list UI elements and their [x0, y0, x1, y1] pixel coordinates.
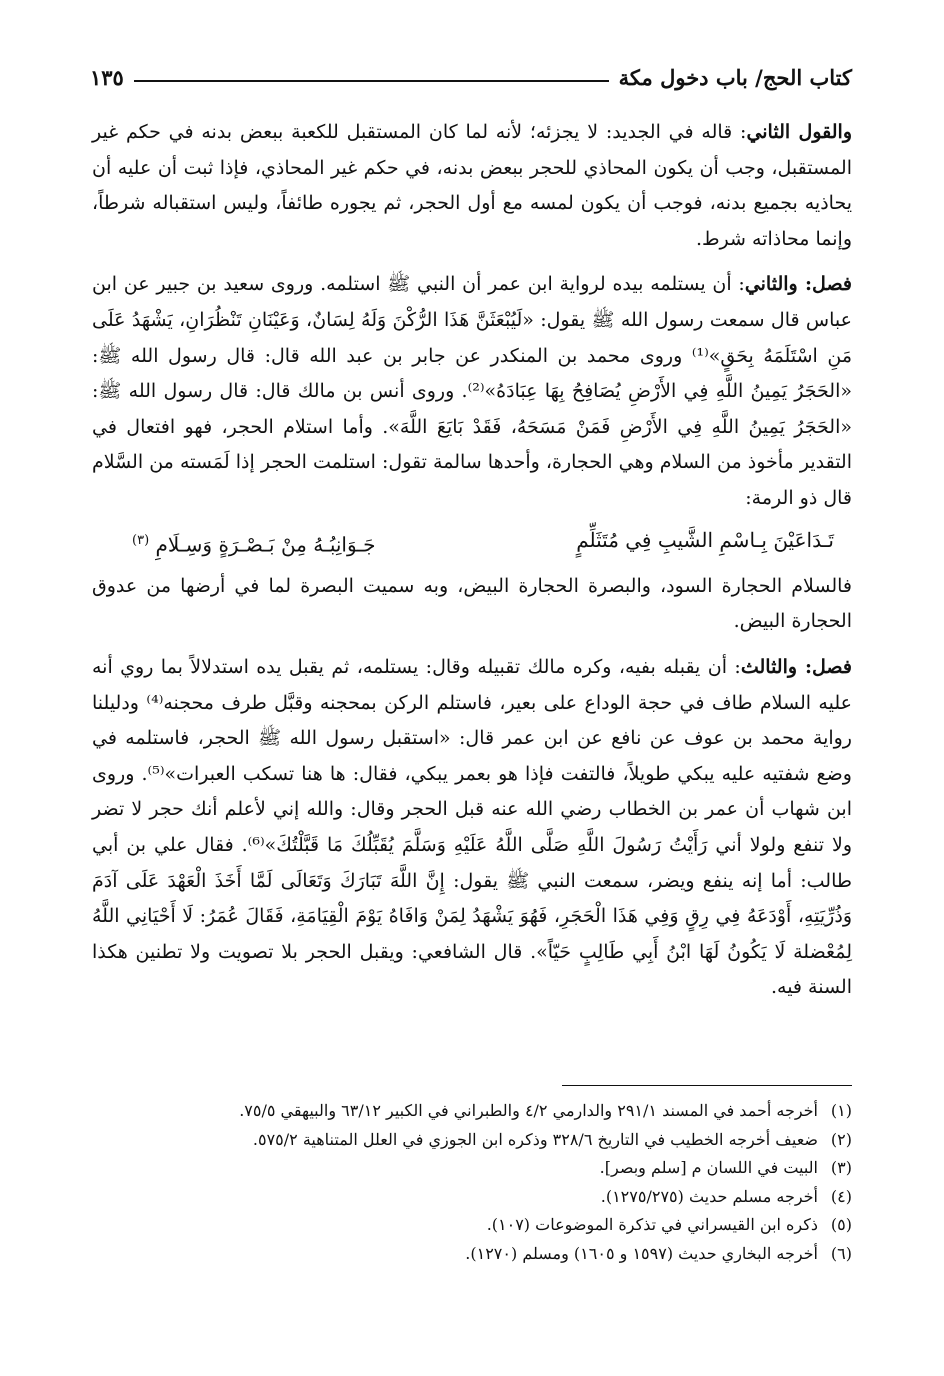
footnote-item: (٦) أخرجه البخاري حديث (١٥٩٧ و ١٦٠٥) ومسلم (١٢٧٠). [465, 1243, 852, 1263]
poetry-verse [92, 523, 852, 563]
main-text [92, 115, 852, 1006]
footnote-separator [562, 1085, 852, 1086]
verse-second-hemistich: جَـوَانِبُـهُ مِنْ بَـصْـرَةٍ وَسِـلَامِ $^{(٣)}$ [132, 532, 376, 557]
page-header [90, 50, 852, 94]
footnotes [92, 1097, 852, 1269]
footnote-item: (١) أخرجه أحمد في المسند ٢٩١/١ والدارمي ٤/٢ والطبراني في الكبير ٦٣/١٢ والبيهقي ٧٥/٥. [239, 1101, 852, 1120]
footnote-item: (٤) أخرجه مسلم حديث (١٢٧٥/٢٧٥). [600, 1186, 852, 1206]
paragraph-text: : أن يقبله بفيه، وكره مالك تقبيله وقال: يستلمه، ثم يقبل يده استدلالاً بما روي أنه عليه السلام طاف في حجة الوداع على بعير، فاستلم الركن بمحجنه وقبَّل طرف محجنه⁽⁴⁾ ودليلنا رواية محمد بن عوف عن نافع عن ابن عمر قال: «استقبل رسول الله ﷺ الحجر، فاستلمه في وضع شفتيه عليه يبكي طويلاً، فالتفت فإذا هو بعمر يبكي، فقال: ها هنا تسكب العبرات»⁽⁵⁾. وروى ابن شهاب أن عمر بن الخطاب رضي الله عنه قبل الحجر وقال: والله إني لأعلم أنك حجر لا تضر ولا تنفع ولولا أني رَأَيْتُ رَسُولَ اللَّهِ صَلَّى اللَّهُ عَلَيْهِ وَسَلَّمَ يُقَبِّلُكَ مَا قَبَّلْتُكَ»⁽⁶⁾. فقال علي بن أبي طالب: أما إنه ينفع ويضر، سمعت النبي ﷺ يقول: إِنَّ اللَّهَ تَبَارَكَ وَتَعَالَى لَمَّا أَخَذَ الْعَهْدَ عَلَى آدَمَ وَذُرِّيَتِهِ، أَوْدَعَهُ فِي رِقٍ وَفِي هَذَا الْحَجَرِ، فَهُوَ يَشْهَدُ لِمَنْ وَافَاهُ يَوْمَ الْقِيَامَةِ، فَقَالَ عُمَرُ: لَا أَحْيَانِي اللَّهُ لِمُعْضلة لَا يَكُونُ لَهَا ابْنُ أَبِي طَالِبٍ حَيّاً». قال الشافعي: ويقبل الحجر بلا تصويت ولا تطنين هكذا السنة فيه. [92, 655, 852, 999]
paragraph-2 [92, 267, 852, 516]
paragraph-text: : قاله في الجديد: لا يجزئه؛ لأنه لما كان المستقبل للكعبة ببعض بدنه في حكم غير المستقبل، وجب أن يكون المحاذي للحجر ببعض بدنه، في حكم غير المحاذي، فإذا ثبت أن عليه أن يحاذيه بجميع بدنه، فوجب أن يكون لمسه مع أول الحجر، ثم يجوره طائفاً، وليس استقباله شرطاً، وإنما محاذاته شرط. [92, 121, 852, 250]
paragraph-4 [92, 650, 852, 1006]
header-rule [134, 80, 609, 82]
paragraph-lead: فصل: والثاني [744, 273, 853, 296]
verse-first-hemistich: تَـدَاعَيْنَ بِـاسْمِ الشَّيبِ فِي مُتَثَلِّمٍ [576, 527, 834, 552]
page-number: ١٣٥ [90, 65, 124, 90]
footnote-item: (٥) ذكره ابن القيسراني في تذكرة الموضوعات (١٠٧). [486, 1215, 852, 1235]
footnote-item: (٢) ضعيف أخرجه الخطيب في التاريخ ٣٢٨/٦ وذكره ابن الجوزي في العلل المتناهية ٥٧٥/٢. [252, 1129, 852, 1149]
paragraph-text: فالسلام الحجارة السود، والبصرة الحجارة البيض، وبه سميت البصرة لما في أرضها من عدوق الحجارة البيض. [92, 574, 852, 633]
footnote-item: (٣) البيت في اللسان م [سلم وبصر]. [599, 1158, 852, 1178]
footnote-marker: (٣) [132, 532, 150, 548]
paragraph-lead: فصل: والثالث [740, 655, 852, 678]
paragraph-text: : أن يستلمه بيده لرواية ابن عمر أن النبي ﷺ استلمه. وروى سعيد بن جبير عن ابن عباس قال سمعت رسول الله ﷺ يقول: «لَيُبْعَثَنَّ هَذَا الرُّكْنَ وَلَهُ لِسَانٌ، وَعَيْنَانِ تَنْظُرَانِ، يَشْهَدُ عَلَى مَنِ اسْتَلَمَهُ بِحَقٍ»⁽¹⁾ وروى محمد بن المنكدر عن جابر بن عبد الله قال: قال رسول الله ﷺ: «الحَجَرُ يَمِينُ اللَّهِ فِي الأَرْضِ يُصَافِحُ بِهَا عِبَادَهُ»⁽²⁾. وروى أنس بن مالك قال: قال رسول الله ﷺ: «الحَجَرُ يَمِينُ اللَّهِ فِي الأَرْضِ فَمَنْ مَسَحَهُ، فَقَدْ بَايَعَ اللَّهَ». وأما استلام الحجر، فهو افتعال في التقدير مأخوذ من السلام وهي الحجارة، وأحدها سالمة تقول: استلمت الحجر إذا لَمَسته من السَّلام قال ذو الرمة: [92, 273, 852, 509]
running-title: كتاب الحج/ باب دخول مكة [618, 65, 852, 90]
paragraph-lead: والقول الثاني [746, 121, 852, 143]
paragraph-3 [92, 569, 852, 640]
paragraph-1 [92, 115, 852, 257]
